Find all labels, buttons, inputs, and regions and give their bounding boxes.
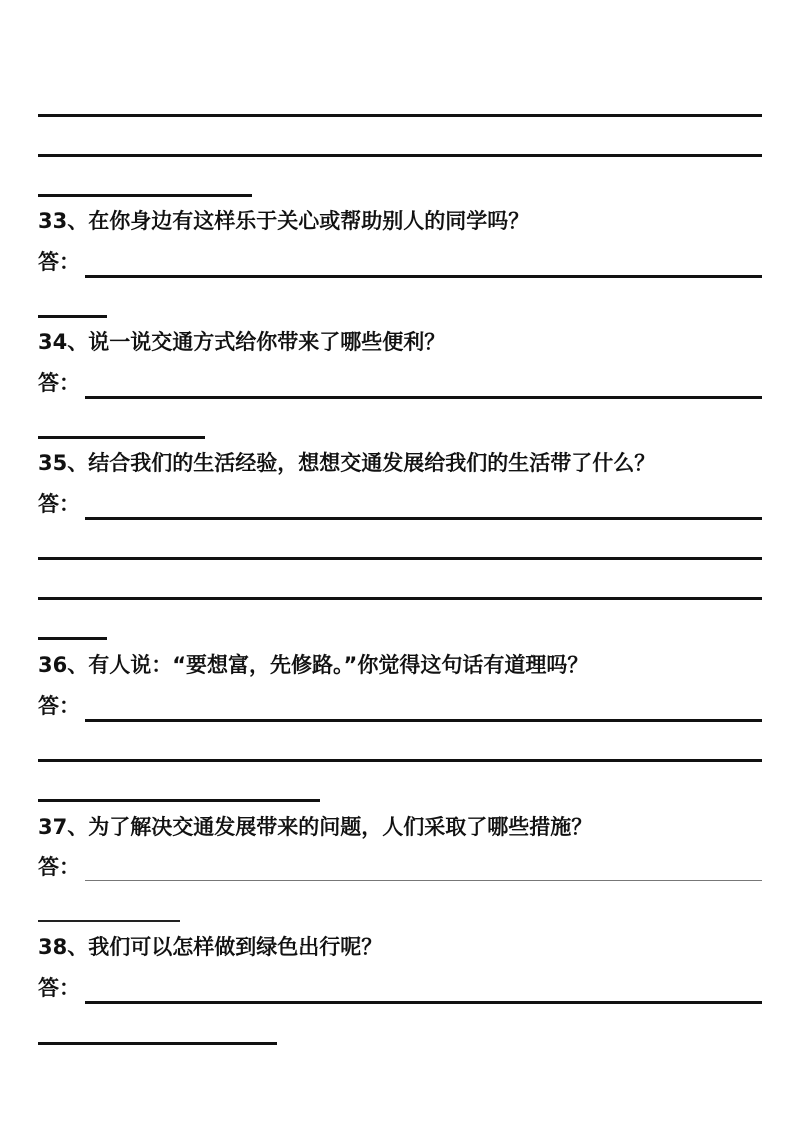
answer-line-short[interactable] [38, 637, 107, 640]
question-35: 35、结合我们的生活经验，想想交通发展给我们的生活带了什么？ [38, 451, 656, 475]
answer-line-short[interactable] [38, 920, 180, 922]
answer-line[interactable] [85, 396, 762, 399]
answer-line[interactable] [85, 719, 762, 722]
answer-line[interactable] [38, 597, 762, 600]
answer-label: 答： [38, 371, 80, 395]
question-33: 33、在你身边有这样乐于关心或帮助别人的同学吗？ [38, 209, 530, 233]
answer-line-short[interactable] [38, 436, 205, 439]
answer-line[interactable] [38, 759, 762, 762]
answer-line[interactable] [85, 275, 762, 278]
question-38: 38、我们可以怎样做到绿色出行呢？ [38, 935, 383, 959]
answer-label: 答： [38, 492, 80, 516]
answer-line-short[interactable] [38, 1042, 277, 1045]
answer-label: 答： [38, 976, 80, 1000]
answer-line-short[interactable] [38, 194, 252, 197]
answer-line[interactable] [85, 517, 762, 520]
answer-label: 答： [38, 855, 80, 879]
answer-line-short[interactable] [38, 315, 107, 318]
answer-line-short[interactable] [38, 799, 320, 802]
answer-line[interactable] [38, 114, 762, 117]
answer-line[interactable] [38, 154, 762, 157]
answer-line[interactable] [38, 557, 762, 560]
question-37: 37、为了解决交通发展带来的问题，人们采取了哪些措施？ [38, 815, 593, 839]
answer-line[interactable] [85, 1001, 762, 1004]
answer-label: 答： [38, 250, 80, 274]
answer-line[interactable] [85, 880, 762, 881]
question-36: 36、有人说：“要想富，先修路。”你觉得这句话有道理吗？ [38, 653, 589, 677]
answer-label: 答： [38, 694, 80, 718]
question-34: 34、说一说交通方式给你带来了哪些便利？ [38, 330, 446, 354]
